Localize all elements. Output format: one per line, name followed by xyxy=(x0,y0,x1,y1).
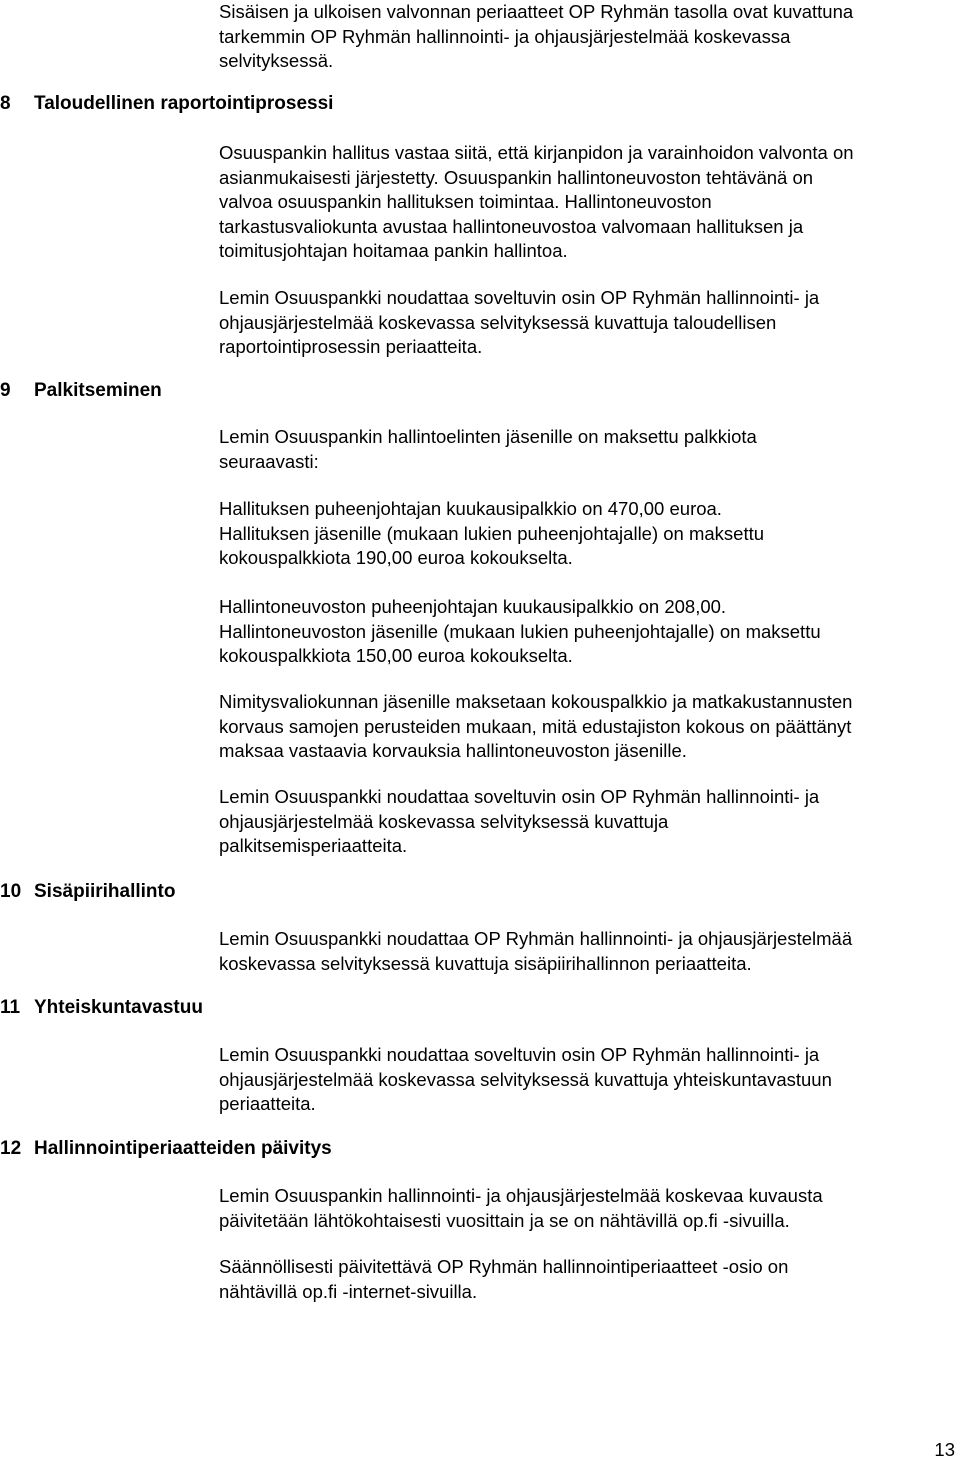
paragraph-s8-2 xyxy=(219,286,954,360)
paragraph-s8-1 xyxy=(219,141,954,264)
text-line: maksaa vastaavia korvauksia hallintoneuvoston jäsenille. xyxy=(219,740,687,761)
text-line: Lemin Osuuspankki noudattaa soveltuvin osin OP Ryhmän hallinnointi- ja xyxy=(219,786,820,807)
text-line: Nimitysvaliokunnan jäsenille maksetaan kokouspalkkio ja matkakustannusten xyxy=(219,691,853,712)
text-line: ohjausjärjestelmää koskevassa selvityksessä kuvattuja taloudellisen xyxy=(219,311,777,333)
text-line: Hallintoneuvoston puheenjohtajan kuukausipalkkio on 208,00. xyxy=(219,596,727,617)
section-title: Palkitseminen xyxy=(34,380,162,401)
text-line: kokouspalkkiota 150,00 euroa kokoukselta. xyxy=(219,645,573,666)
text-line: Sisäisen ja ulkoisen valvonnan periaatteet OP Ryhmän tasolla ovat kuvattuna xyxy=(219,1,854,22)
text-line: ohjausjärjestelmää koskevassa selvityksessä kuvattuja yhteiskuntavastuun xyxy=(219,1068,832,1090)
text-line: Hallituksen jäsenille (mukaan lukien puheenjohtajalle) on maksettu xyxy=(219,522,765,544)
text-line: päivitetään lähtökohtaisesti vuosittain ja se on nähtävillä op.fi -sivuilla. xyxy=(219,1209,790,1231)
section-title: Yhteiskuntavastuu xyxy=(34,997,203,1018)
paragraph-s11-1 xyxy=(219,1043,954,1117)
section-heading-11 xyxy=(0,996,203,1020)
section-number: 11 xyxy=(0,997,21,1018)
paragraph-s12-2 xyxy=(219,1255,954,1304)
section-number: 9 xyxy=(0,380,11,401)
text-line: valvoa osuuspankin hallituksen toimintaa. Hallintoneuvoston xyxy=(219,191,712,212)
paragraph-s10-1 xyxy=(219,927,954,976)
section-title: Sisäpiirihallinto xyxy=(34,881,176,902)
text-line: ohjausjärjestelmää koskevassa selvityksessä kuvattuja xyxy=(219,810,669,832)
text-line: Hallituksen puheenjohtajan kuukausipalkkio on 470,00 euroa. xyxy=(219,498,722,519)
text-line: kokouspalkkiota 190,00 euroa kokoukselta. xyxy=(219,547,573,568)
text-line: raportointiprosessin periaatteita. xyxy=(219,336,483,357)
text-line: tarkemmin OP Ryhmän hallinnointi- ja ohjausjärjestelmää koskevassa xyxy=(219,25,791,47)
section-number: 8 xyxy=(0,93,11,114)
paragraph-s12-1 xyxy=(219,1184,954,1233)
paragraph-s9-5 xyxy=(219,785,954,859)
text-line: Osuuspankin hallitus vastaa siitä, että kirjanpidon ja varainhoidon valvonta on xyxy=(219,142,854,163)
text-line: palkitsemisperiaatteita. xyxy=(219,835,408,856)
section-number: 10 xyxy=(0,881,22,902)
section-title: Taloudellinen raportointiprosessi xyxy=(34,93,334,114)
paragraph-s9-3 xyxy=(219,595,954,669)
text-line: Lemin Osuuspankki noudattaa OP Ryhmän hallinnointi- ja ohjausjärjestelmää xyxy=(219,928,853,949)
section-title: Hallinnointiperiaatteiden päivitys xyxy=(34,1138,332,1159)
paragraph-s9-2 xyxy=(219,497,954,571)
text-line: Hallintoneuvoston jäsenille (mukaan lukien puheenjohtajalle) on maksettu xyxy=(219,620,821,642)
section-number: 12 xyxy=(0,1138,22,1159)
text-line: Lemin Osuuspankki noudattaa soveltuvin osin OP Ryhmän hallinnointi- ja xyxy=(219,1044,820,1065)
section-heading-8 xyxy=(0,92,333,116)
section-heading-9 xyxy=(0,379,162,403)
text-line: tarkastusvaliokunta avustaa hallintoneuvostoa valvomaan hallituksen ja xyxy=(219,215,804,237)
intro-paragraph xyxy=(219,0,954,74)
text-line: Lemin Osuuspankin hallintoelinten jäsenille on maksettu palkkiota xyxy=(219,426,757,447)
page-number: 13 xyxy=(934,1439,955,1460)
text-line: asianmukaisesti järjestetty. Osuuspankin hallintoneuvoston tehtävänä on xyxy=(219,166,814,188)
text-line: seuraavasti: xyxy=(219,450,319,472)
text-line: toimitusjohtajan hoitamaa pankin hallintoa. xyxy=(219,240,568,261)
text-line: Lemin Osuuspankki noudattaa soveltuvin osin OP Ryhmän hallinnointi- ja xyxy=(219,287,820,308)
paragraph-s9-4 xyxy=(219,690,954,764)
section-heading-10 xyxy=(0,880,175,904)
text-line: koskevassa selvityksessä kuvattuja sisäpiirihallinnon periaatteita. xyxy=(219,952,752,974)
text-line: nähtävillä op.fi -internet-sivuilla. xyxy=(219,1280,478,1302)
text-line: selvityksessä. xyxy=(219,50,334,71)
paragraph-s9-1 xyxy=(219,425,954,474)
text-line: Säännöllisesti päivitettävä OP Ryhmän hallinnointiperiaatteet -osio on xyxy=(219,1256,789,1277)
section-heading-12 xyxy=(0,1137,332,1161)
text-line: Lemin Osuuspankin hallinnointi- ja ohjausjärjestelmää koskevaa kuvausta xyxy=(219,1185,823,1206)
text-line: korvaus samojen perusteiden mukaan, mitä edustajiston kokous on päättänyt xyxy=(219,715,852,737)
text-line: periaatteita. xyxy=(219,1093,316,1114)
